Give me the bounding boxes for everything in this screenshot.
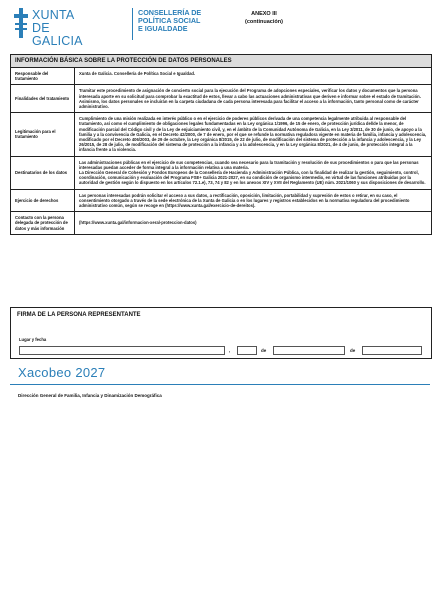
privacy-info-link[interactable]: (https://www.xunta.gal/informacion-xeral-proteccion-datos) <box>79 220 197 226</box>
brand-line-1: XUNTA <box>32 8 75 22</box>
row-label: Ejercicio de derechos <box>11 190 75 212</box>
row-text <box>75 212 431 234</box>
table-row <box>11 113 431 156</box>
row-text-paragraph: La Dirección General de Cohesión y Fondos Europeos de la Consellería de Hacienda y Administración Pública, con la finalidad de realizar la gestión, seguimiento, control, coordinación, comunicación y evaluación del Programa FSE+ Galicia 2021-2027, en su condición de organismo intermedio, en virtud de las funciones atribuidas por la autoridad de gestión según lo dispuesto en los artículos 72.1.e), 73, 74 y 82 y en los anexos XIV y XVII del Reglamento (UE) núm. 2021/1060 y sus disposiciones de desarrollo. <box>79 170 426 186</box>
brand-name <box>32 9 98 48</box>
anexo-continuation: (continuación) <box>245 19 283 25</box>
month-input[interactable] <box>273 346 345 355</box>
conselleria-line-2: POLÍTICA SOCIAL <box>138 16 201 26</box>
row-text <box>75 113 431 155</box>
row-text-paragraph: Xunta de Galicia. Consellería de Política Social e Igualdad. <box>79 71 196 76</box>
xacobeo-logo: Xacobeo 2027 <box>18 365 106 380</box>
conselleria-name <box>138 9 201 34</box>
row-label: Contacto con la persona delegada de protección de datos y más información <box>11 212 75 234</box>
signature-section <box>10 307 432 359</box>
row-label: Destinatarios de los datos <box>11 157 75 189</box>
xacobeo-divider <box>10 384 430 385</box>
row-text-paragraph: Cumplimiento de una misión realizada en interés público o en el ejercicio de poderes públicos derivada de una competencia legalmente atribuida al responsable del tratamiento, así como el cumplimiento de obligaciones legales fundamentadas en la Ley orgánica 1/1996, de 15 de enero, de protección jurídica del/de la menor, de modificación parcial del Código civil y de la Ley de enjuiciamiento civil, y, en el ámbito de la Comunidad Autónoma de Galicia, en la Ley 3/2011, de 30 de junio, de apoyo a la familia y a la convivencia de Galicia, en el Decreto 42/2000, de 7 de enero, por el que se refunde la normativa reguladora vigente en materia de familia, infancia y adolescencia, modificado por el Decreto 406/2003, de 29 de octubre, la Ley orgánica 8/2015, de 22 de julio, de modificación del sistema de protección a la infancia y adolescencia, y la Ley 26/2015, de 28 de julio, de modificación del sistema de protección a la infancia y a la adolescencia, y en la Ley orgánica 8/2021, de 4 de junio, de protección integral a la infancia frente a la violencia. <box>79 116 427 153</box>
day-input[interactable] <box>237 346 257 355</box>
row-text-paragraph: Las administraciones públicas en el ejercicio de sus competencias, cuando sea necesario para la tramitación y resolución de sus procedimientos o para que las personas interesadas puedan acceder de forma integral a la información relativa a una materia. <box>79 159 419 170</box>
place-input[interactable] <box>19 346 225 355</box>
conselleria-line-1: CONSELLERÍA DE <box>138 8 202 17</box>
row-text <box>75 157 431 189</box>
row-label: Finalidades del tratamiento <box>11 85 75 112</box>
table-row <box>11 68 431 85</box>
signature-title: FIRMA DE LA PERSONA REPRESENTANTE <box>17 312 141 318</box>
table-row <box>11 157 431 190</box>
anexo-title: ANEXO III <box>251 11 277 17</box>
table-row <box>11 190 431 213</box>
row-text <box>75 85 431 112</box>
xunta-cross-icon <box>14 8 28 38</box>
document-header <box>14 6 426 46</box>
year-input[interactable] <box>362 346 422 355</box>
row-label: Responsable del tratamiento <box>11 68 75 84</box>
comma-separator: , <box>229 348 231 353</box>
row-text <box>75 190 431 212</box>
table-row <box>11 85 431 113</box>
row-text-paragraph: Tramitar este procedimiento de asignación de concierto social para la ejecución del Programa de adopciones especiales, verificar los datos y documentos que la persona interesada aporte en su solicitud para comprobar la exactitud de estos, llevar a cabo las actuaciones administrativas que deriven e informar sobre el estado de tramitación. Asimismo, los datos personales se incluirán en la carpeta ciudadana de cada persona interesada para facilitar el acceso a la información, tanto personal como de carácter administrativo. <box>79 88 421 110</box>
footer-department: Dirección General de Familia, Infancia y Dinamización Demográfica <box>18 393 162 398</box>
table-row <box>11 212 431 234</box>
row-text <box>75 68 431 84</box>
header-divider <box>132 8 133 40</box>
row-text-paragraph: Las personas interesadas podrán solicitar el acceso a sus datos, a rectificación, oposición, limitación, portabilidad y supresión de estos o retirar, en su caso, el consentimiento otorgado a través de la sede electrónica de la Xunta de Galicia o en los lugares y registros establecidos en la normativa reguladora del procedimiento administrativo común, según se recoge en (https://www.xunta.gal/exercicio-de-dereitos). <box>79 192 410 209</box>
xunta-logo <box>14 6 98 48</box>
place-date-label: Lugar y fecha <box>19 337 47 342</box>
anexo-label <box>219 10 309 26</box>
data-protection-table <box>10 54 432 235</box>
de-label-2: de <box>350 348 356 353</box>
row-label: Legitimación para el tratamiento <box>11 113 75 155</box>
de-label-1: de <box>261 348 267 353</box>
conselleria-line-3: E IGUALDADE <box>138 24 188 34</box>
data-protection-title: INFORMACIÓN BÁSICA SOBRE LA PROTECCIÓN DE DATOS PERSONALES <box>11 55 431 68</box>
brand-line-2: DE GALICIA <box>32 21 83 48</box>
